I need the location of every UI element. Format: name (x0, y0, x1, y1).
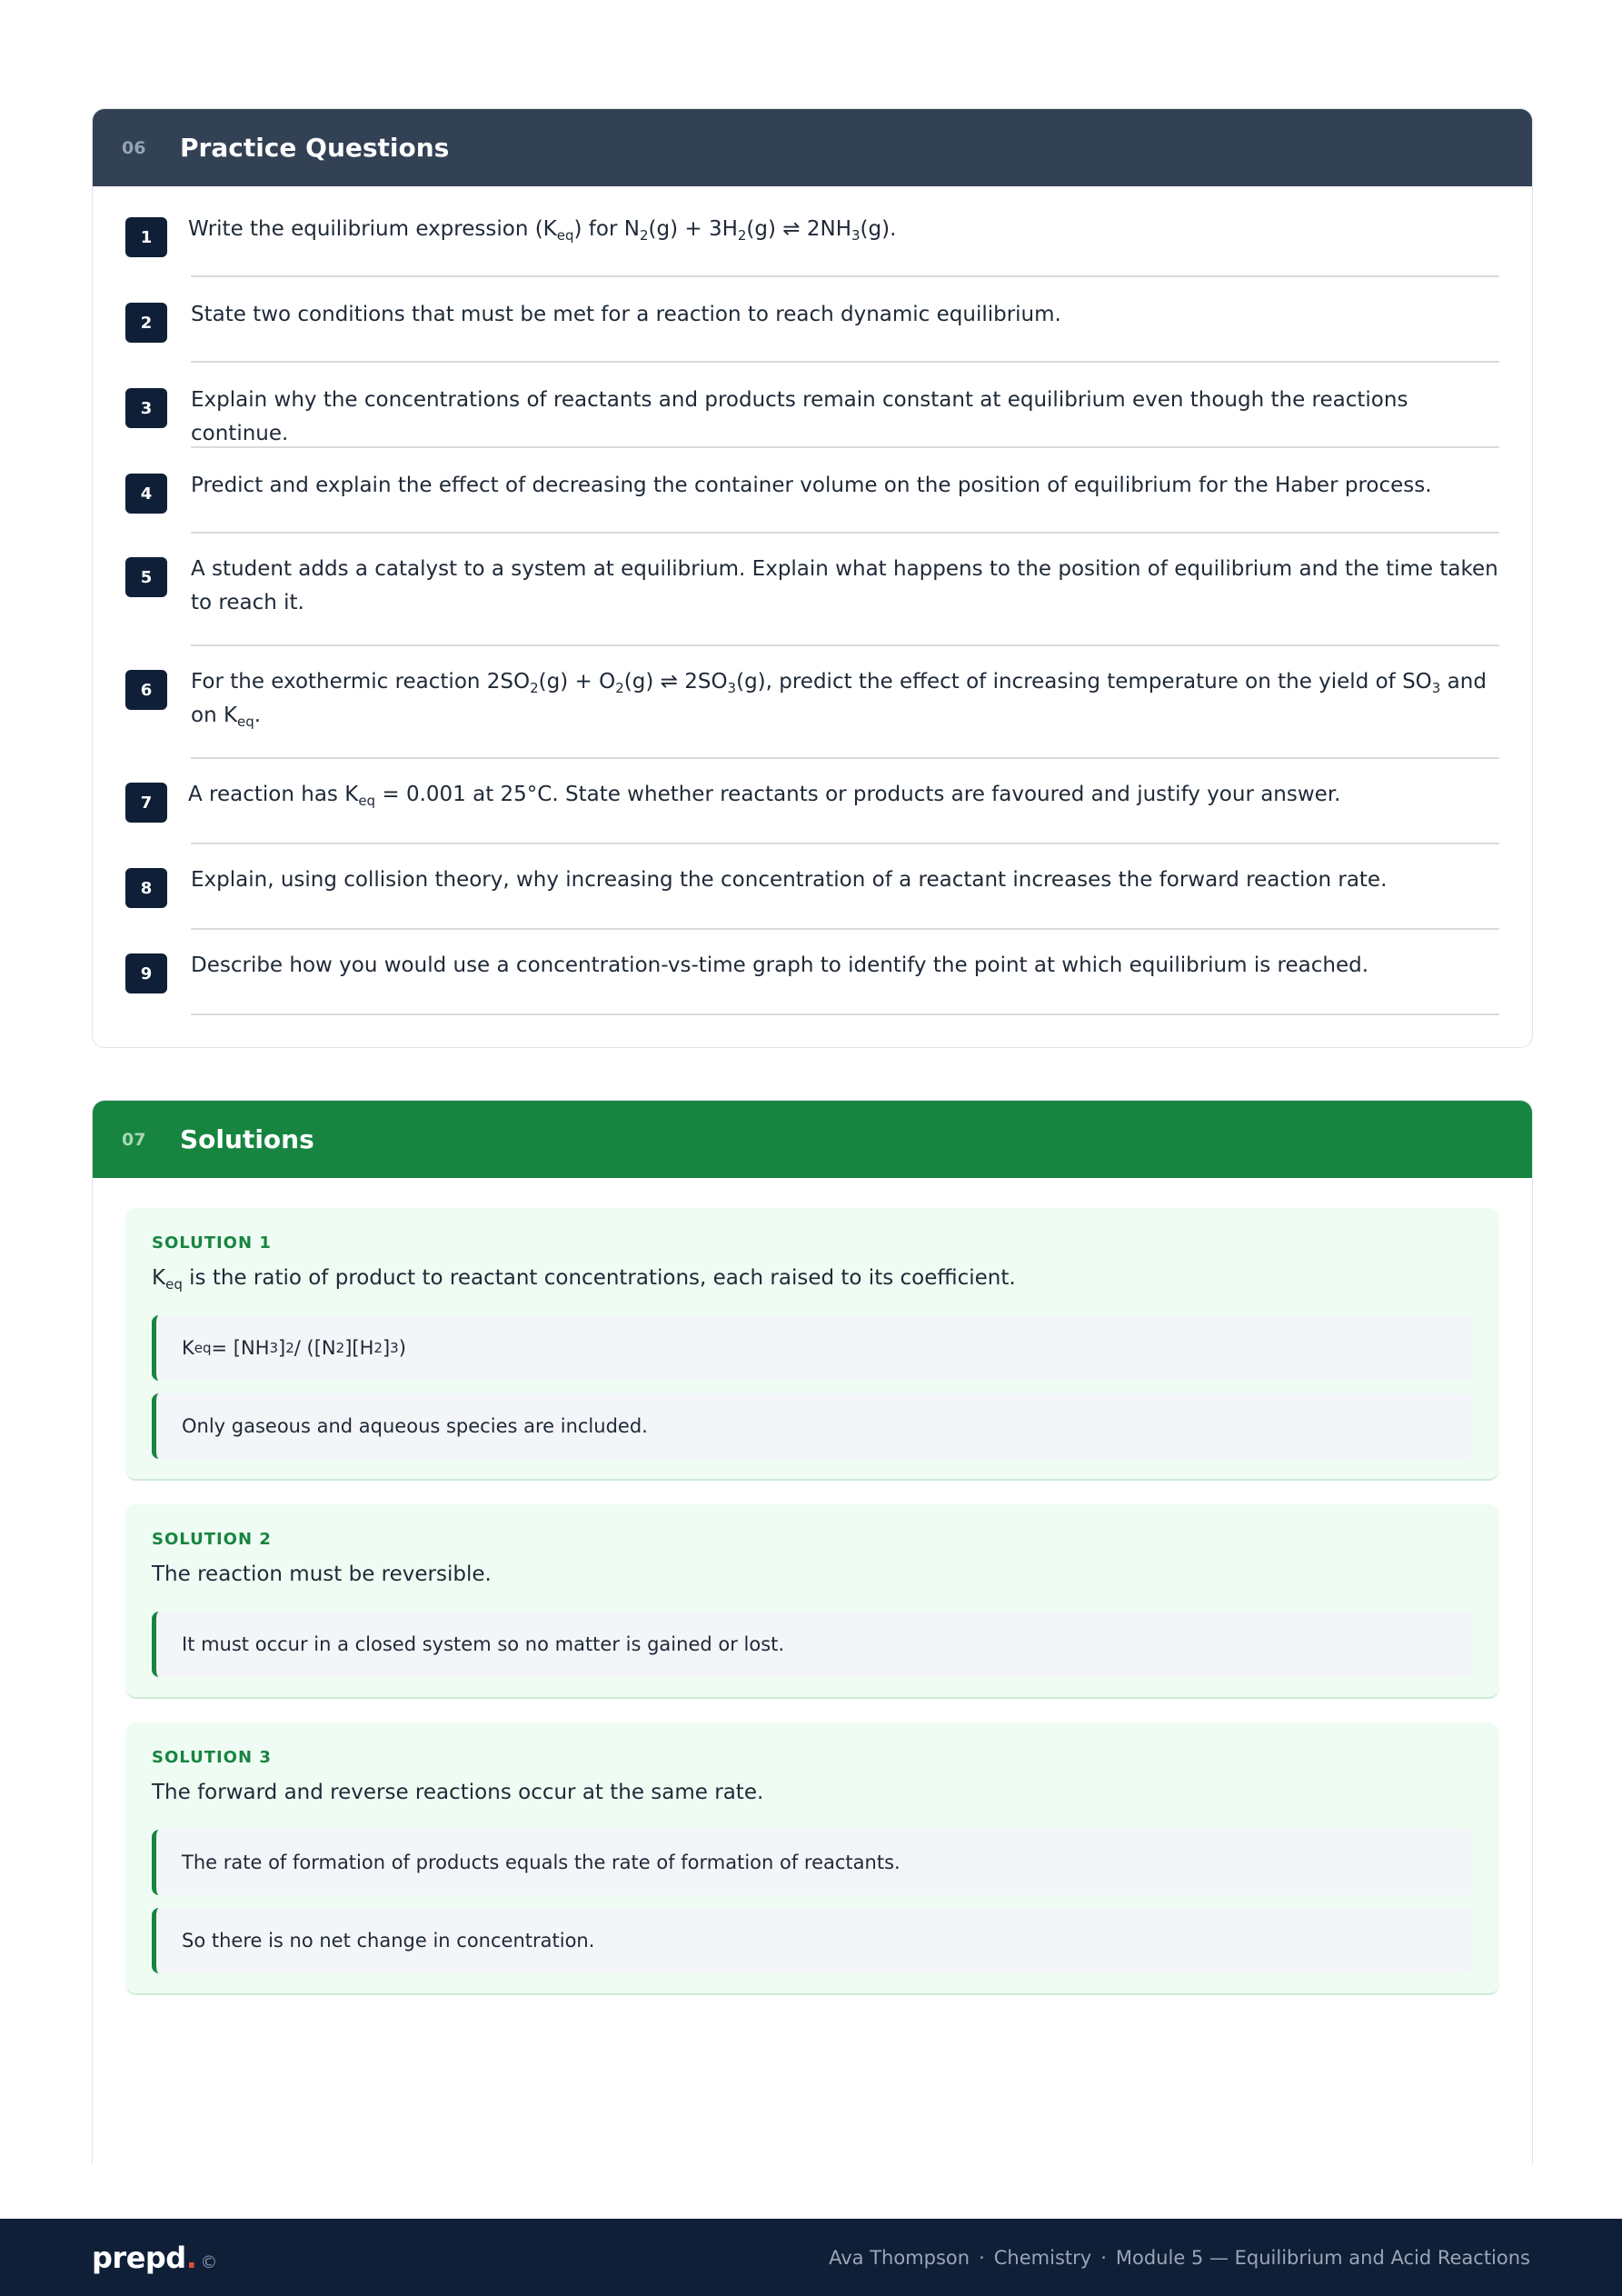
question-number-badge: 4 (125, 474, 167, 514)
question-number-badge: 7 (125, 783, 167, 823)
solution-text: The forward and reverse reactions occur at the same rate. (152, 1781, 764, 1804)
solution-card (125, 1208, 1499, 1481)
solution-note: It must occur in a closed system so no matter is gained or lost. (152, 1612, 1473, 1677)
solutions-section (92, 1100, 1533, 2164)
section-title: Solutions (180, 1124, 314, 1154)
question-divider (191, 1013, 1499, 1015)
solution-note: So there is no net change in concentration. (152, 1908, 1473, 1973)
solution-card (125, 1722, 1499, 1995)
question-number-badge: 8 (125, 868, 167, 908)
solution-label: SOLUTION 3 (152, 1748, 272, 1767)
solution-note: Only gaseous and aqueous species are included. (152, 1393, 1473, 1459)
question-text: Explain, using collision theory, why increasing the concentration of a reactant increases the forward reaction rate. (191, 868, 1388, 892)
solution-label: SOLUTION 2 (152, 1530, 272, 1549)
question-text: For the exothermic reaction $2SO_2(g) + O_2(g)$ ⇌ $2SO_3(g)$, predict the effect of increasing temperature on the yield of $SO_3$ and on $K_{eq}$. (191, 670, 1487, 730)
question-text: Describe how you would use a concentration-vs-time graph to identify the point at which equilibrium is reached. (191, 953, 1369, 977)
solution-text: The reaction must be reversible. (152, 1562, 492, 1586)
question-divider (191, 644, 1499, 646)
solutions-header (93, 1101, 1532, 1178)
question-divider (191, 446, 1499, 448)
question-number-badge: 1 (125, 217, 167, 257)
question-text: A reaction has $K_{eq} = 0.001$ at 25°C. State whether reactants or products are favoured and justify your answer. (188, 783, 1341, 809)
question-text: Predict and explain the effect of decreasing the container volume on the position of equilibrium for the Haber process. (191, 474, 1432, 497)
question-divider (191, 361, 1499, 363)
question-number-badge: 6 (125, 670, 167, 710)
question-number-badge: 9 (125, 953, 167, 993)
footer-author: Ava Thompson (829, 2246, 970, 2269)
question-divider (191, 275, 1499, 277)
section-title: Practice Questions (180, 133, 450, 163)
question-text: Explain why the concentrations of reactants and products remain constant at equilibrium even though the reactions continue. (191, 388, 1408, 445)
question-number-badge: 5 (125, 557, 167, 597)
solution-label: SOLUTION 1 (152, 1233, 272, 1253)
question-divider (191, 928, 1499, 930)
footer-module: Module 5 — Equilibrium and Acid Reactions (1115, 2246, 1530, 2269)
practice-questions-header (93, 109, 1532, 186)
prepd-logo[interactable]: prepd. © (92, 2240, 217, 2275)
question-divider (191, 757, 1499, 759)
solution-note: The rate of formation of products equals the rate of formation of reactants. (152, 1830, 1473, 1895)
solution-note: K eq = [NH 3 ] 2 / ([N 2 ][H 2 ] 3 ) (152, 1315, 1473, 1381)
question-text: State two conditions that must be met for a reaction to reach dynamic equilibrium. (191, 303, 1061, 326)
section-number: 06 (122, 137, 146, 158)
footer-subject: Chemistry (993, 2246, 1092, 2269)
solution-text: $K_{eq}$ is the ratio of product to reactant concentrations, each raised to its coefficient. (152, 1266, 1016, 1293)
question-divider (191, 532, 1499, 534)
question-text: A student adds a catalyst to a system at equilibrium. Explain what happens to the position of equilibrium and the time taken to reach it. (191, 557, 1498, 614)
question-text: Write the equilibrium expression $(K_{eq})$ for $N_2(g) + 3H_2(g)$ ⇌ $2NH_3(g)$. (188, 217, 897, 244)
practice-questions-section (92, 108, 1533, 1048)
section-number: 07 (122, 1129, 146, 1150)
solution-card (125, 1504, 1499, 1699)
question-number-badge: 3 (125, 388, 167, 428)
footer (0, 2219, 1622, 2296)
question-number-badge: 2 (125, 303, 167, 343)
question-divider (191, 843, 1499, 844)
footer-breadcrumb: Ava Thompson · Chemistry · Module 5 — Equilibrium and Acid Reactions (829, 2246, 1530, 2269)
